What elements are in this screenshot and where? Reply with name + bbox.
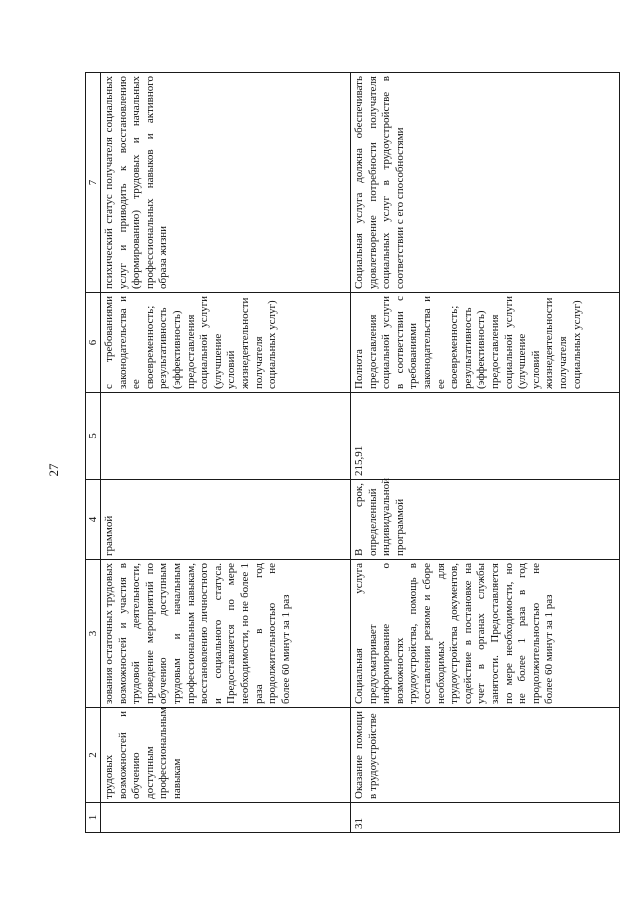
service-term: граммой: [101, 480, 351, 560]
header-col-6: 6: [86, 293, 101, 393]
header-col-2: 2: [86, 708, 101, 803]
service-term: В срок, определенный индивидуальной программой: [351, 480, 620, 560]
service-description: зования остаточных трудовых возможностей и участия в трудовой деятельности, проведение мероприятий по обучению доступным трудовым и начальным профессиональным навыкам, восстановлению личностного и социального статуса. Предоставляется по мере необходимости, но не более 1 раза в год продолжительностью не более 60 минут за 1 раз: [101, 560, 351, 708]
page-number: 27: [46, 463, 61, 477]
header-col-7: 7: [86, 73, 101, 293]
evaluation-condition: психический статус получателя социальных услуг и приводить к восстановлению (формированию) трудовых и начальных профессиональных навыков и активного образа жизни: [101, 73, 351, 293]
header-col-1: 1: [86, 803, 101, 833]
row-number: [101, 803, 351, 833]
services-table: [85, 72, 620, 833]
service-name: трудовых возможностей и обучению доступным профессиональным навыкам: [101, 708, 351, 803]
quality-indicator: с требованиями законодательства и ее своевременность; результативность (эффективность) предоставления социальной услуги (улучшение условий жизнедеятельности получателя социальных услуг): [101, 293, 351, 393]
service-name: Оказание помощи в трудоустройстве: [351, 708, 620, 803]
rotated-table-container: [85, 73, 620, 833]
table-row: [101, 73, 351, 833]
quality-indicator: Полнота предоставления социальной услуги в соответствии с требованиями законодательства и ее своевременность; результативность (эффективность) предоставления социальной услуги (улучшение условий жизнедеятельности получателя социальных услуг): [351, 293, 620, 393]
service-description: Социальная услуга предусматривает информирование о возможностях трудоустройства, помощь в составлении резюме и сборе необходимых для трудоустройства документов, содействие в постановке на учет в органах службы занятости. Предоставляется по мере необходимости, но не более 1 раза в год продолжительностью не более 60 минут за 1 раз: [351, 560, 620, 708]
evaluation-condition: Социальная услуга должна обеспечивать удовлетворение потребности получателя социальных услуг в трудоустройстве в соответствии с его способностями: [351, 73, 620, 293]
service-tariff: 215,91: [351, 393, 620, 480]
header-col-4: 4: [86, 480, 101, 560]
row-number: 31: [351, 803, 620, 833]
header-col-5: 5: [86, 393, 101, 480]
service-tariff: [101, 393, 351, 480]
header-row: [86, 73, 101, 833]
table-row: [351, 73, 620, 833]
header-col-3: 3: [86, 560, 101, 708]
